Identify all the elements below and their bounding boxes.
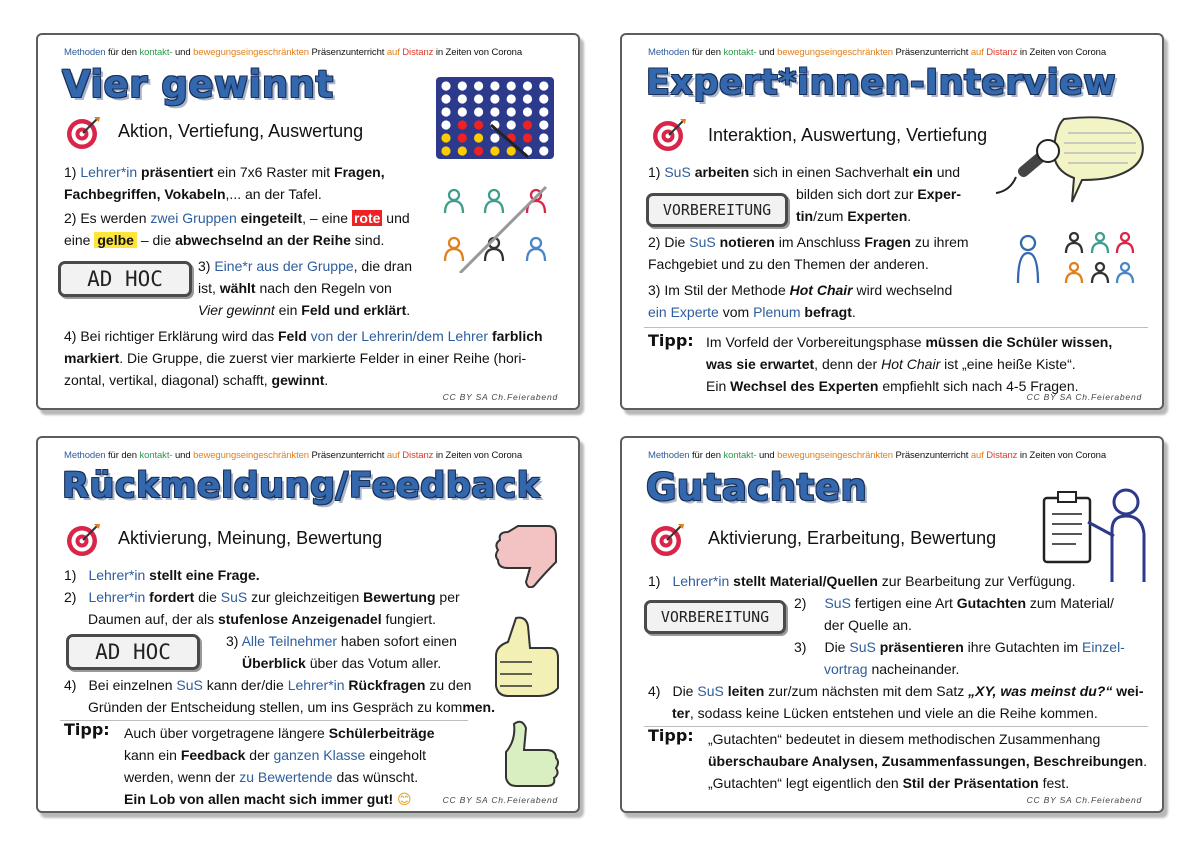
keywords: Aktivierung, Erarbeitung, Bewertung (708, 528, 997, 548)
board-slot (523, 120, 532, 129)
step-3-cont: ein Experte vom Plenum befragt. (648, 304, 856, 320)
board-slot (441, 107, 450, 116)
tipp-line-1: „Gutachten“ bedeutet in diesem methodischen Zusammenhang (708, 731, 1101, 747)
step-3: 3) Im Stil der Methode Hot Chair wird wechselnd (648, 282, 953, 298)
tipp-label: Tipp: (64, 720, 110, 739)
board-slot (490, 107, 499, 116)
step-2-cont: der Quelle an. (824, 617, 912, 633)
board-slot (490, 94, 499, 103)
target-icon (650, 522, 686, 558)
board-slot (474, 120, 483, 129)
step-3-cont: ist, wählt nach den Regeln von (198, 280, 392, 296)
board-slot (458, 146, 467, 155)
board-slot (490, 81, 499, 90)
card-header: Methoden für den kontakt- und bewegungseingeschränkten Präsenzunterricht auf Distanz in Zeiten von Corona (64, 450, 523, 461)
card-expert-interview (620, 33, 1164, 410)
keywords: Interaktion, Auswertung, Vertiefung (708, 125, 988, 145)
tipp-line-3: Ein Wechsel des Experten empfiehlt sich nach 4-5 Fragen. (706, 378, 1079, 394)
step-1: 1) SuS arbeiten sich in einen Sachverhalt ein und (648, 164, 961, 180)
board-slot (474, 94, 483, 103)
divider (644, 327, 1148, 328)
step-2: 2) Es werden zwei Gruppen eingeteilt, – eine rote und (64, 210, 410, 226)
board-slot (507, 107, 516, 116)
step-2-cont: eine gelbe – die abwechselnd an der Reihe sind. (64, 232, 385, 248)
board-slot (523, 94, 532, 103)
step-3: 3) Die SuS präsentieren ihre Gutachten im Einzel- (794, 639, 1125, 655)
tipp-line-3: werden, wenn der zu Bewertende das wünscht. (124, 769, 419, 785)
board-slot (441, 120, 450, 129)
board-slot (458, 94, 467, 103)
board-slot (458, 120, 467, 129)
board-slot (523, 133, 532, 142)
board-slot (458, 81, 467, 90)
smiley-icon: 😊 (397, 791, 412, 807)
board-slot (458, 107, 467, 116)
step-1: 1) Lehrer*in präsentiert ein 7x6 Raster mit Fragen, (64, 164, 385, 180)
card-header: Methoden für den kontakt- und bewegungseingeschränkten Präsenzunterricht auf Distanz in Zeiten von Corona (648, 47, 1107, 58)
tipp-line-3: „Gutachten“ legt eigentlich den Stil der Präsentation fest. (708, 775, 1070, 791)
tipp-line-1: Im Vorfeld der Vorbereitungsphase müssen die Schüler wissen, (706, 334, 1113, 350)
thumbs-down-icon (478, 522, 564, 588)
board-slot (507, 81, 516, 90)
card-header: Methoden für den kontakt- und bewegungseingeschränkten Präsenzunterricht auf Distanz in Zeiten von Corona (648, 450, 1107, 461)
tipp-line-4: Ein Lob von allen macht sich immer gut! 😊 (124, 791, 412, 807)
step-1: 1) Lehrer*in stellt eine Frage. (64, 567, 260, 583)
microphone-speech-bubble-icon (992, 111, 1152, 207)
step-3-cont: Überblick über das Votum aller. (242, 655, 442, 671)
stamp-ad-hoc: AD HOC (66, 634, 200, 670)
board-slot (441, 81, 450, 90)
tipp-label: Tipp: (648, 331, 694, 350)
board-slot (474, 146, 483, 155)
step-1-cont: bilden sich dort zur Exper- (796, 186, 961, 202)
board-slot (539, 120, 548, 129)
card-title: Rückmeldung/Feedback (62, 466, 541, 506)
board-slot (539, 81, 548, 90)
divider (644, 726, 1148, 727)
target-icon (652, 117, 688, 153)
board-slot (539, 107, 548, 116)
step-3-cont: vortrag nacheinander. (824, 661, 960, 677)
step-2: 2) Die SuS notieren im Anschluss Fragen zu ihrem (648, 234, 969, 250)
board-slot (441, 133, 450, 142)
step-4-cont: markiert. Die Gruppe, die zuerst vier markierte Felder in einer Reihe (hori- (64, 350, 527, 366)
thumbs-sideways-icon (486, 614, 566, 700)
board-slot (523, 107, 532, 116)
board-slot (458, 133, 467, 142)
stamp-vorbereitung: VORBEREITUNG (646, 193, 788, 227)
board-slot (441, 146, 450, 155)
tipp-line-2: überschaubare Analysen, Zusammenfassungen, Beschreibungen. (708, 753, 1148, 769)
step-2: 2) SuS fertigen eine Art Gutachten zum Material/ (794, 595, 1114, 611)
license-footer: CC BY SA Ch.Feierabend (442, 795, 558, 805)
connect-four-board-icon (436, 77, 554, 159)
target-icon (66, 115, 102, 151)
board-slot (441, 94, 450, 103)
step-4-cont2: zontal, vertikal, diagonal) schafft, gewinnt. (64, 372, 329, 388)
step-4: 4) Bei einzelnen SuS kann der/die Lehrer*in Rückfragen zu den (64, 677, 472, 693)
step-1-cont: Fachbegriffen, Vokabeln,... an der Tafel. (64, 186, 322, 202)
board-slot (539, 94, 548, 103)
step-3: 3) Alle Teilnehmer haben sofort einen (226, 633, 457, 649)
card-title: Expert*innen-Interview (646, 63, 1117, 103)
tipp-label: Tipp: (648, 726, 694, 745)
keywords: Aktion, Vertiefung, Auswertung (118, 121, 364, 141)
step-2-cont: Daumen auf, der als stufenlose Anzeigenadel fungiert. (88, 611, 437, 627)
card-vier-gewinnt (36, 33, 580, 410)
step-2-cont: Fachgebiet und zu den Themen der anderen. (648, 256, 929, 272)
card-gutachten (620, 436, 1164, 813)
card-title: Vier gewinnt (62, 63, 334, 106)
target-icon (66, 522, 102, 558)
board-slot (474, 107, 483, 116)
divider (60, 720, 468, 721)
step-4: 4) Die SuS leiten zur/zum nächsten mit dem Satz „XY, was meinst du?“ wei- (648, 683, 1144, 699)
step-1: 1) Lehrer*in stellt Material/Quellen zur Bearbeitung zur Verfügung. (648, 573, 1076, 589)
step-2: 2) Lehrer*in fordert die SuS zur gleichzeitigen Bewertung per (64, 589, 460, 605)
step-3: 3) Eine*r aus der Gruppe, die dran (198, 258, 413, 274)
step-4: 4) Bei richtiger Erklärung wird das Feld von der Lehrerin/dem Lehrer farblich (64, 328, 543, 344)
expert-audience-icon (1014, 231, 1134, 297)
tipp-line-2: kann ein Feedback der ganzen Klasse eingeholt (124, 747, 426, 763)
card-title: Gutachten (646, 466, 868, 509)
board-slot (474, 133, 483, 142)
thumbs-up-icon (478, 718, 564, 790)
license-footer: CC BY SA Ch.Feierabend (1026, 795, 1142, 805)
keywords: Aktivierung, Meinung, Bewertung (118, 528, 383, 548)
two-groups-icon (438, 185, 568, 273)
license-footer: CC BY SA Ch.Feierabend (1026, 392, 1142, 402)
board-slot (539, 133, 548, 142)
step-3-cont2: Vier gewinnt ein Feld und erklärt. (198, 302, 411, 318)
board-slot (474, 81, 483, 90)
stamp-ad-hoc: AD HOC (58, 261, 192, 297)
card-header: Methoden für den kontakt- und bewegungseingeschränkten Präsenzunterricht auf Distanz in Zeiten von Corona (64, 47, 523, 58)
license-footer: CC BY SA Ch.Feierabend (442, 392, 558, 402)
board-slot (523, 81, 532, 90)
stamp-vorbereitung: VORBEREITUNG (644, 600, 786, 634)
board-slot (490, 146, 499, 155)
step-4-cont: ter, sodass keine Lücken entstehen und viele an die Reihe kommen. (672, 705, 1098, 721)
board-slot (507, 120, 516, 129)
board-slot (490, 133, 499, 142)
board-slot (539, 146, 548, 155)
card-feedback (36, 436, 580, 813)
step-1-cont2: tin/zum Experten. (796, 208, 912, 224)
tipp-line-1: Auch über vorgetragene längere Schülerbeiträge (124, 725, 435, 741)
step-4-cont: Gründen der Entscheidung stellen, um ins Gespräch zu kommen. (88, 699, 495, 715)
board-slot (507, 146, 516, 155)
clipboard-presenter-icon (1040, 486, 1148, 582)
tipp-line-2: was sie erwartet, denn der Hot Chair ist „eine heiße Kiste“. (706, 356, 1076, 372)
board-slot (507, 94, 516, 103)
